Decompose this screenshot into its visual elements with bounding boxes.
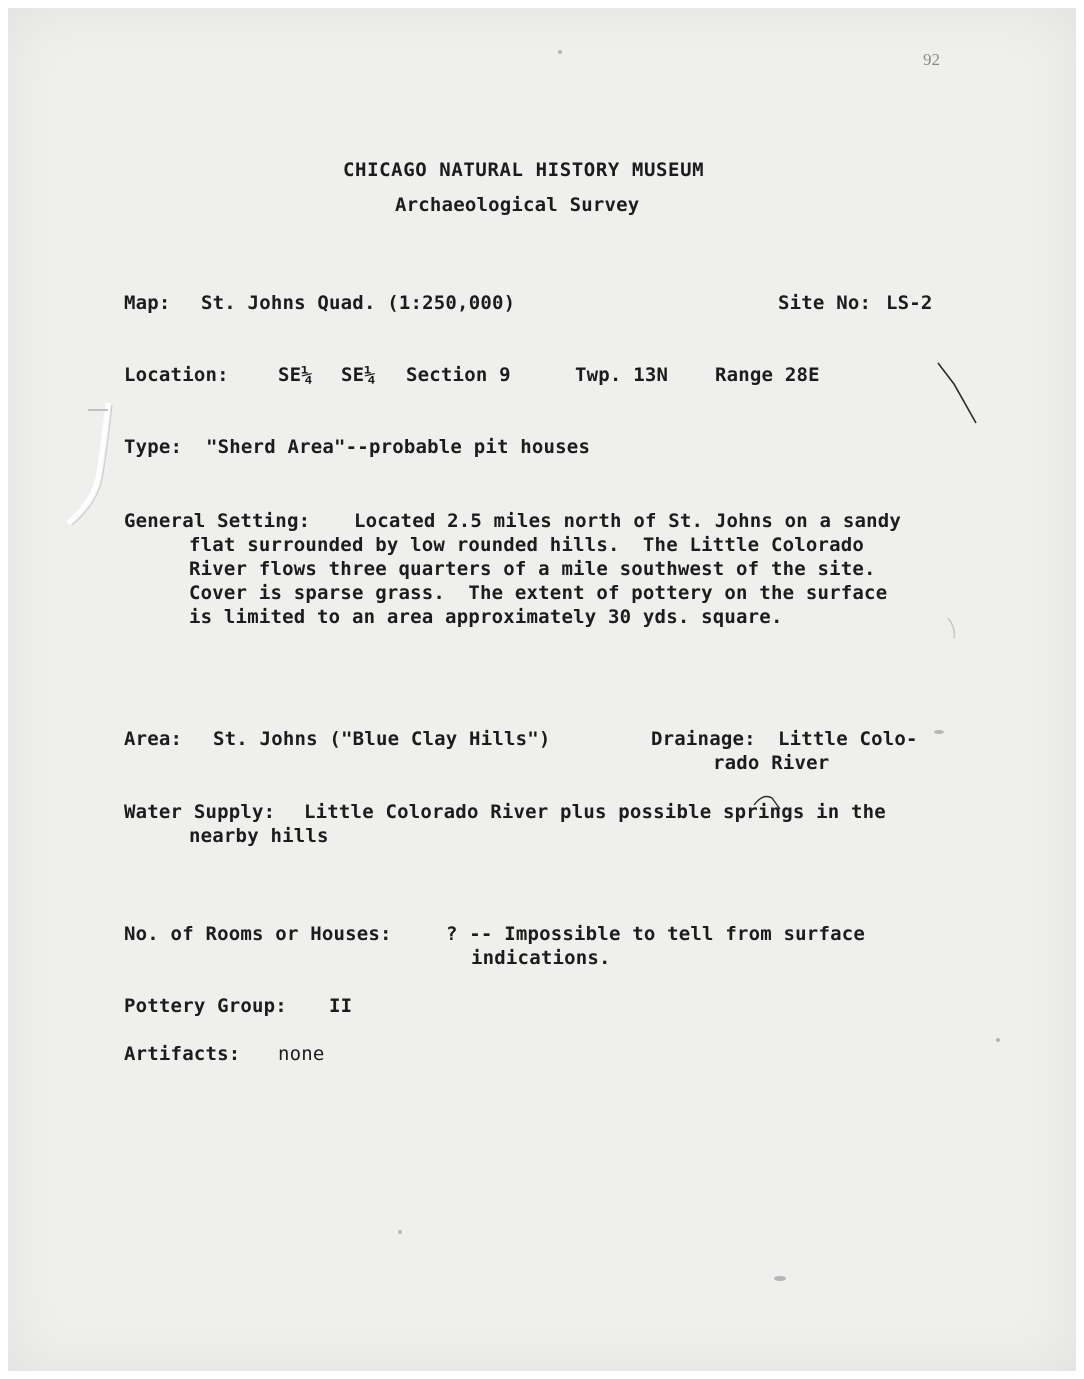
general-setting-label: General Setting: — [124, 510, 311, 532]
drainage-label: Drainage: — [651, 728, 756, 750]
site-no-label: Site No: — [778, 292, 872, 314]
artifacts-label: Artifacts: — [124, 1043, 241, 1065]
general-setting-line: River flows three quarters of a mile southwest of the site. — [189, 558, 876, 580]
map-label: Map: — [124, 292, 171, 314]
location-quarter-1: SE¼ — [278, 364, 313, 386]
type-value: "Sherd Area"--probable pit houses — [206, 436, 591, 458]
location-label: Location: — [124, 364, 229, 386]
water-supply-line: Little Colorado River plus possible springs in the — [304, 801, 886, 823]
drainage-line: Little Colo- — [778, 728, 918, 750]
institution-title: CHICAGO NATURAL HISTORY MUSEUM — [343, 159, 705, 181]
artifacts-value: none — [278, 1043, 325, 1065]
rooms-line: ? -- Impossible to tell from surface — [446, 923, 866, 945]
location-township: Twp. 13N — [575, 364, 669, 386]
pen-stroke — [938, 363, 976, 423]
location-quarter-2: SE¼ — [341, 364, 376, 386]
rooms-label: No. of Rooms or Houses: — [124, 923, 392, 945]
pen-caret — [754, 797, 780, 809]
water-supply-label: Water Supply: — [124, 801, 276, 823]
paper-speck — [774, 1276, 786, 1281]
location-section: Section 9 — [406, 364, 511, 386]
paper-speck — [934, 730, 944, 734]
type-label: Type: — [124, 436, 183, 458]
pottery-group-label: Pottery Group: — [124, 995, 287, 1017]
site-no-value: LS-2 — [886, 292, 933, 314]
paper-speck — [558, 50, 562, 54]
area-label: Area: — [124, 728, 183, 750]
scan-marks — [8, 8, 1076, 1371]
general-setting-line: Located 2.5 miles north of St. Johns on a sandy — [354, 510, 902, 532]
document-page — [8, 8, 1076, 1371]
drainage-line: rado River — [713, 752, 830, 774]
page-number: 92 — [923, 50, 940, 69]
map-value: St. Johns Quad. (1:250,000) — [201, 292, 516, 314]
general-setting-line: flat surrounded by low rounded hills. The Little Colorado — [189, 534, 865, 556]
general-setting-line: Cover is sparse grass. The extent of pottery on the surface — [189, 582, 888, 604]
area-value: St. Johns ("Blue Clay Hills") — [213, 728, 551, 750]
paper-crease — [68, 403, 108, 523]
general-setting-line: is limited to an area approximately 30 yds. square. — [189, 606, 783, 628]
paper-speck — [398, 1230, 402, 1234]
survey-subtitle: Archaeological Survey — [395, 194, 640, 216]
rooms-line: indications. — [471, 947, 611, 969]
location-range: Range 28E — [715, 364, 820, 386]
pottery-group-value: II — [329, 995, 353, 1017]
scan-smudge — [948, 618, 954, 638]
water-supply-line: nearby hills — [189, 825, 329, 847]
paper-speck — [996, 1038, 1000, 1042]
